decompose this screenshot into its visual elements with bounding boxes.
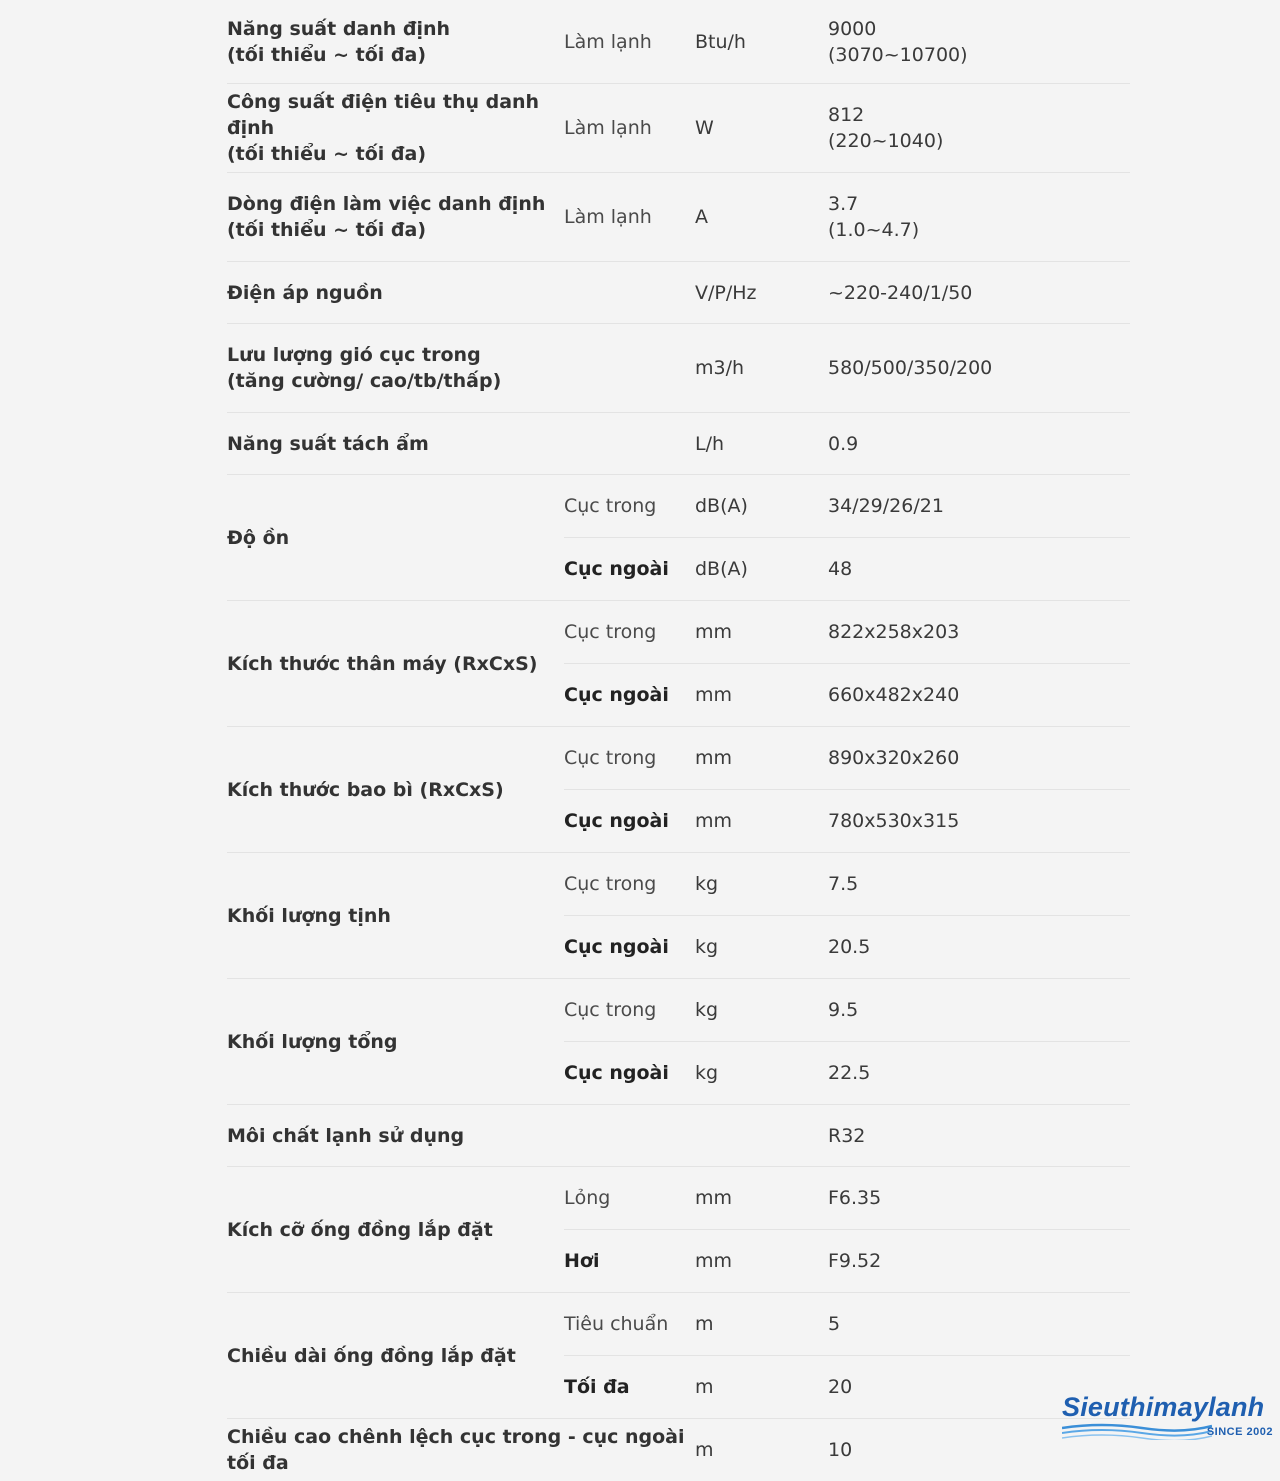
spec-group-package-size: [227, 727, 1130, 853]
spec-unit: mm: [695, 747, 733, 769]
spec-value: 9000 (3070~10700): [828, 17, 968, 66]
spec-subrow: [564, 1229, 1130, 1292]
spec-sub: Cục ngoài: [564, 1062, 669, 1084]
spec-sub: Cục ngoài: [564, 810, 669, 832]
wave-icon: [1062, 1422, 1212, 1440]
spec-sub: Cục trong: [564, 495, 657, 517]
spec-unit: kg: [695, 1062, 719, 1084]
spec-sub: Cục ngoài: [564, 558, 669, 580]
logo-since: SINCE 2002: [1206, 1426, 1273, 1438]
spec-unit: mm: [695, 1187, 733, 1209]
spec-value: 890x320x260: [828, 747, 960, 769]
spec-unit: L/h: [695, 432, 725, 455]
spec-row-height-diff: [227, 1419, 1130, 1481]
spec-sub: Làm lạnh: [564, 206, 652, 228]
spec-sub: Tiêu chuẩn: [564, 1313, 669, 1335]
spec-name: Kích thước bao bì (RxCxS): [227, 778, 504, 801]
spec-value: 822x258x203: [828, 621, 960, 643]
spec-value: 48: [828, 558, 853, 580]
spec-unit: W: [695, 117, 714, 139]
spec-name: Lưu lượng gió cục trong (tăng cường/ cao/tb/thấp): [227, 344, 502, 392]
spec-subrow: [564, 475, 1130, 537]
spec-subrow: [564, 853, 1130, 915]
spec-name: Kích thước thân máy (RxCxS): [227, 652, 538, 675]
spec-group-body-size: [227, 601, 1130, 727]
spec-sub: Hơi: [564, 1250, 600, 1272]
spec-unit: mm: [695, 621, 733, 643]
spec-name: Môi chất lạnh sử dụng: [227, 1124, 465, 1147]
spec-group-gross-weight: [227, 979, 1130, 1105]
spec-subrow: [564, 979, 1130, 1041]
spec-group-pipe-length: [227, 1293, 1130, 1419]
spec-value: 7.5: [828, 873, 859, 895]
spec-row-rated-capacity: [227, 0, 1130, 84]
spec-unit: Btu/h: [695, 30, 746, 53]
spec-subrow: [564, 601, 1130, 663]
spec-sub: Cục trong: [564, 873, 657, 895]
spec-unit: m: [695, 1313, 714, 1335]
spec-name: Độ ồn: [227, 526, 290, 549]
spec-row-dehumidify: [227, 413, 1130, 475]
spec-sub: Lỏng: [564, 1187, 611, 1209]
spec-sub: Cục ngoài: [564, 684, 669, 706]
spec-unit: kg: [695, 873, 719, 895]
spec-subrow: [564, 1167, 1130, 1229]
spec-unit: kg: [695, 999, 719, 1021]
spec-row-voltage: [227, 262, 1130, 324]
spec-value: 10: [828, 1439, 853, 1461]
logo-text: Sieuthimaylanh: [1062, 1392, 1265, 1422]
spec-value: 812 (220~1040): [828, 104, 944, 152]
spec-value: F9.52: [828, 1250, 882, 1272]
spec-name: Khối lượng tổng: [227, 1030, 398, 1053]
spec-row-rated-current: [227, 173, 1130, 262]
spec-unit: A: [695, 206, 708, 228]
spec-sub: Tối đa: [564, 1376, 630, 1398]
spec-name: Chiều dài ống đồng lắp đặt: [227, 1344, 516, 1367]
spec-value: 780x530x315: [828, 810, 960, 832]
spec-sub: Cục ngoài: [564, 936, 669, 958]
spec-unit: mm: [695, 1250, 733, 1272]
spec-group-noise: [227, 475, 1130, 601]
spec-value: R32: [828, 1124, 866, 1147]
spec-sub: [564, 413, 695, 474]
spec-name: Công suất điện tiêu thụ danh định (tối thiểu ~ tối đa): [227, 91, 540, 165]
spec-subrow: [564, 915, 1130, 978]
spec-name: Năng suất tách ẩm: [227, 432, 429, 455]
spec-value: 9.5: [828, 999, 859, 1021]
spec-row-airflow: [227, 324, 1130, 413]
spec-value: 22.5: [828, 1062, 871, 1084]
spec-name: Điện áp nguồn: [227, 281, 383, 304]
spec-value: 660x482x240: [828, 684, 960, 706]
spec-value: 20.5: [828, 936, 871, 958]
spec-group-net-weight: [227, 853, 1130, 979]
spec-subrow: [564, 1293, 1130, 1355]
spec-subrow: [564, 789, 1130, 852]
spec-name: Năng suất danh định (tối thiểu ~ tối đa): [227, 17, 451, 66]
spec-row-rated-power: [227, 84, 1130, 173]
spec-sub: [564, 262, 695, 323]
spec-table: [227, 0, 1130, 1481]
spec-subrow: [564, 1041, 1130, 1104]
spec-subrow: [564, 1355, 1130, 1418]
spec-unit: m: [695, 1376, 714, 1398]
spec-sub: Cục trong: [564, 999, 657, 1021]
spec-value: 580/500/350/200: [828, 357, 993, 379]
spec-name: Dòng điện làm việc danh định (tối thiểu ~ tối đa): [227, 193, 546, 241]
spec-unit: mm: [695, 810, 733, 832]
spec-name: Kích cỡ ống đồng lắp đặt: [227, 1218, 493, 1241]
spec-subrow: [564, 663, 1130, 726]
spec-subrow: [564, 537, 1130, 600]
spec-value: 5: [828, 1313, 841, 1335]
spec-subrow: [564, 727, 1130, 789]
spec-name: Chiều cao chênh lệch cục trong - cục ngoài tối đa: [227, 1426, 685, 1474]
spec-sub: Cục trong: [564, 621, 657, 643]
spec-unit: dB(A): [695, 495, 748, 517]
spec-sub: Làm lạnh: [564, 117, 652, 139]
spec-row-refrigerant: [227, 1105, 1130, 1167]
spec-sub: [564, 324, 695, 412]
spec-value: 3.7 (1.0~4.7): [828, 193, 920, 241]
spec-group-pipe-size: [227, 1167, 1130, 1293]
spec-value: 0.9: [828, 432, 859, 455]
spec-value: 34/29/26/21: [828, 495, 944, 517]
spec-unit: dB(A): [695, 558, 748, 580]
spec-unit: m: [695, 1439, 714, 1461]
spec-value: 20: [828, 1376, 853, 1398]
spec-value: F6.35: [828, 1187, 882, 1209]
spec-sub: Làm lạnh: [564, 30, 652, 53]
spec-unit: mm: [695, 684, 733, 706]
spec-sub: Cục trong: [564, 747, 657, 769]
spec-unit: kg: [695, 936, 719, 958]
spec-value: ~220-240/1/50: [828, 281, 973, 304]
spec-unit: V/P/Hz: [695, 281, 757, 304]
spec-unit: m3/h: [695, 357, 745, 379]
spec-name: Khối lượng tịnh: [227, 904, 391, 927]
brand-logo: [1062, 1392, 1277, 1444]
